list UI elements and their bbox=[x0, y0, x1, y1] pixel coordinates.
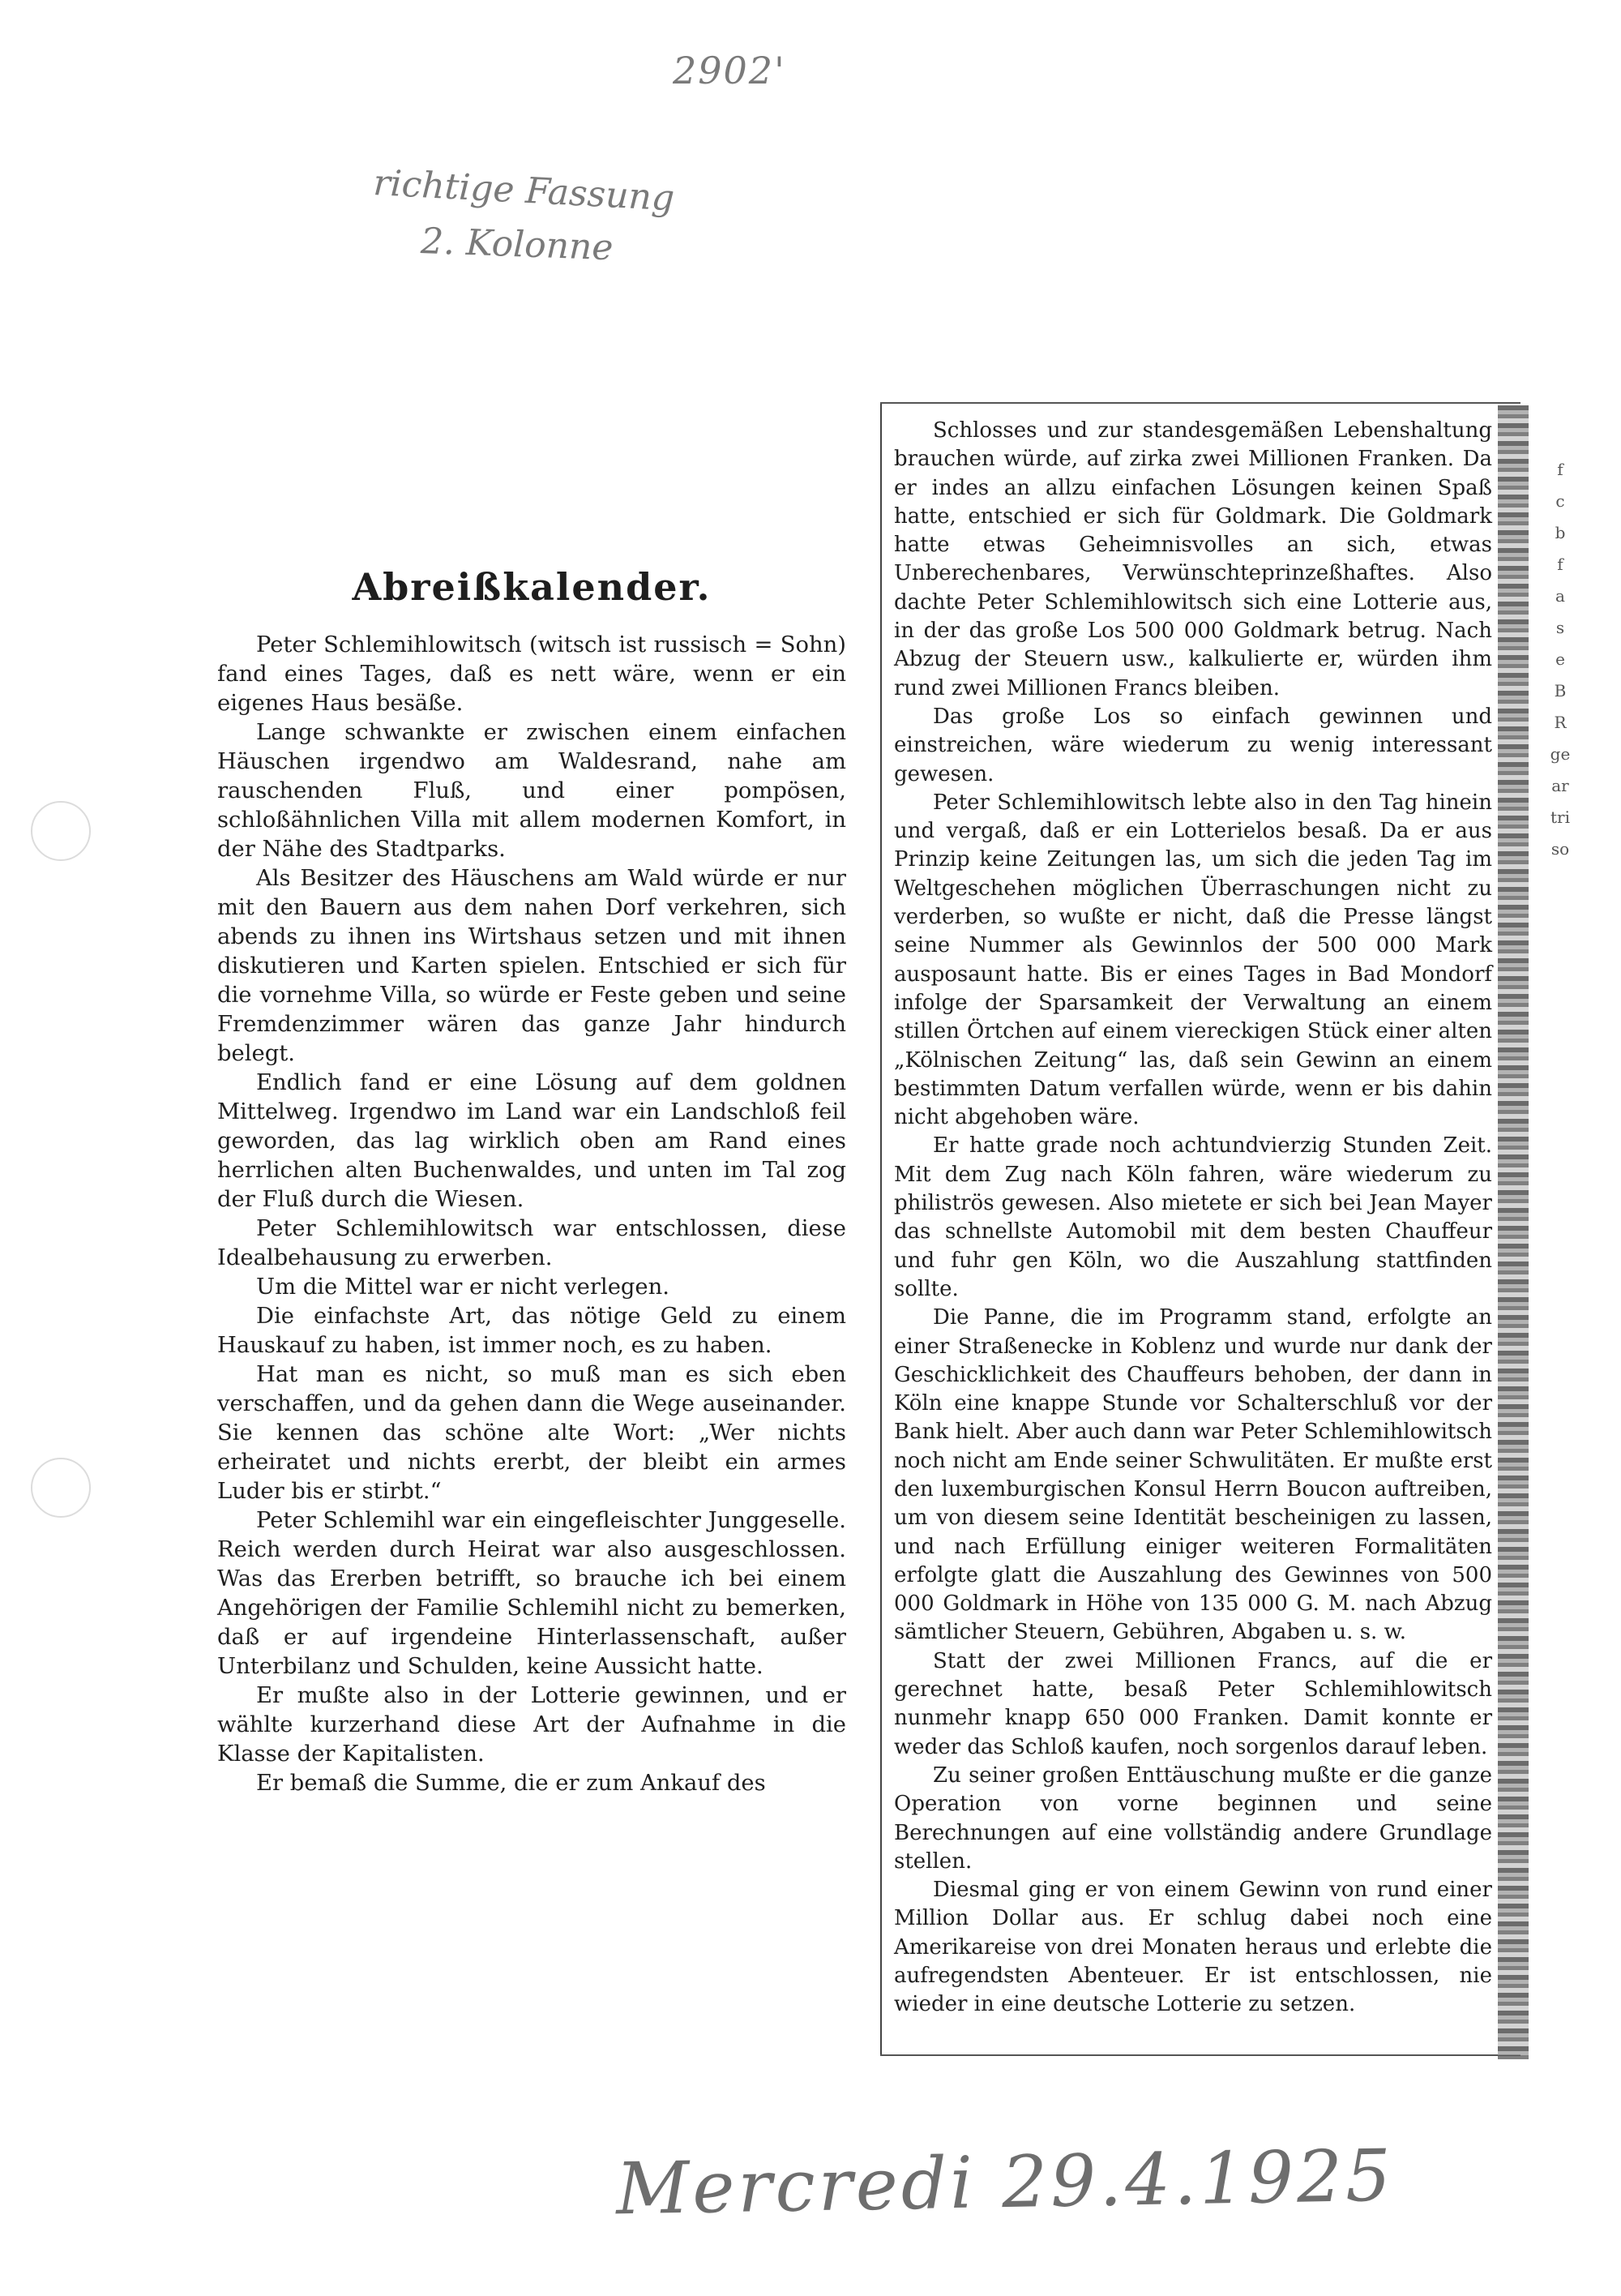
article-paragraph: Hat man es nicht, so muß man es sich eben verschaffen, und da gehen dann die Wege auseinander. Sie kennen das schöne alte Wort: „Wer nichts erheiratet und nichts ererbt, der bleibt ein armes Luder bis er stirbt.“ bbox=[217, 1362, 846, 1504]
clipping-top-border bbox=[880, 402, 1520, 404]
margin-fragment: b bbox=[1555, 523, 1566, 542]
article-paragraph: Peter Schlemihl war ein eingefleischter Junggeselle. Reich werden durch Heirat war also ausgeschlossen. Was das Ererben betrifft, so brauche ich bei einem Angehörigen der Familie Schlemihl nicht zu bemerken, daß er auf irgendeine Hinterlassenschaft, außer Unterbilanz und Schulden, keine Aussicht hatte. bbox=[217, 1508, 846, 1679]
article-paragraph: Um die Mittel war er nicht verlegen. bbox=[256, 1274, 669, 1300]
margin-fragment: so bbox=[1550, 839, 1570, 859]
margin-fragment: tri bbox=[1550, 807, 1570, 827]
handwritten-note-line-1: richtige Fassung bbox=[372, 162, 676, 220]
margin-fragment: f bbox=[1557, 555, 1563, 574]
article-paragraph: Die einfachste Art, das nötige Geld zu einem Hauskauf zu haben, ist immer noch, es zu haben. bbox=[217, 1304, 846, 1358]
clipping-left-border bbox=[880, 402, 882, 2056]
article-left-column bbox=[217, 564, 846, 1798]
article-paragraph: Statt der zwei Millionen Francs, auf die er gerechnet hatte, besaß Peter Schlemihlowitsch nunmehr knapp 650 000 Franken. Damit konnte er weder das Schloß kaufen, noch sorgenlos darauf leben. bbox=[894, 1648, 1492, 1759]
article-paragraph: Diesmal ging er von einem Gewinn von rund einer Million Dollar aus. Er schlug dabei noch eine Amerikareise von drei Monaten heraus und erlebte die aufregendsten Abenteuer. Er ist entschlossen, nie wieder in eine deutsche Lotterie zu setzen. bbox=[894, 1878, 1492, 2017]
margin-fragment: c bbox=[1555, 491, 1565, 511]
article-paragraph: Das große Los so einfach gewinnen und einstreichen, wäre wiederum zu wenig interessant gewesen. bbox=[894, 704, 1492, 786]
margin-fragment: f bbox=[1557, 460, 1563, 479]
article-paragraph: Lange schwankte er zwischen einem einfachen Häuschen irgendwo am Waldesrand, nahe am rauschenden Fluß, und einer pompösen, schloßähnlichen Villa mit allem modernen Komfort, in der Nähe des Stadtparks. bbox=[217, 720, 846, 862]
margin-fragment: s bbox=[1555, 618, 1565, 637]
margin-fragment: a bbox=[1555, 586, 1565, 606]
margin-fragment: B bbox=[1554, 681, 1567, 700]
article-paragraph: Endlich fand er eine Lösung auf dem goldnen Mittelweg. Irgendwo im Land war ein Landschloß feil geworden, das lag wirklich oben am Rand eines herrlichen alten Buchenwaldes, und unten im Tal zog der Fluß durch die Wiesen. bbox=[217, 1070, 846, 1212]
margin-fragment: ge bbox=[1550, 744, 1571, 764]
handwritten-note-line-2: 2. Kolonne bbox=[420, 221, 614, 269]
article-paragraph: Peter Schlemihlowitsch war entschlossen, diese Idealbehausung zu erwerben. bbox=[217, 1216, 846, 1270]
article-paragraph: Zu seiner großen Enttäuschung mußte er die ganze Operation von vorne beginnen und seine Berechnungen auf eine vollständig andere Grundlage stellen. bbox=[894, 1763, 1492, 1874]
article-paragraph: Er bemaß die Summe, die er zum Ankauf des bbox=[256, 1771, 766, 1796]
article-paragraph: Als Besitzer des Häuschens am Wald würde er nur mit den Bauern aus dem nahen Dorf verkehren, sich abends zu ihnen ins Wirtshaus setzen und mit ihnen diskutieren und Karten spielen. Entschied er sich für die vornehme Villa, so würde er Feste geben und seine Fremdenzimmer wären das ganze Jahr hindurch belegt. bbox=[217, 866, 846, 1066]
article-title: Abreißkalender. bbox=[352, 565, 712, 609]
clipping-bottom-border bbox=[880, 2054, 1520, 2056]
article-paragraph: Schlosses und zur standesgemäßen Lebenshaltung brauchen würde, auf zirka zwei Millionen Franken. Da er indes an allzu einfachen Lösungen keinen Spaß hatte, entschied er sich für Goldmark. Die Goldmark hatte etwas Geheimnisvolles an sich, etwas Unberechenbares, Verwünschteprinzeßhaftes. Also dachte Peter Schlemihlowitsch sich eine Lotterie aus, in der das große Los 500 000 Goldmark betrug. Nach Abzug der Steuern usw., kalkulierte er, würden ihm rund zwei Millionen Francs bleiben. bbox=[894, 418, 1492, 700]
right-paragraphs bbox=[894, 417, 1492, 2020]
margin-edge-fragments bbox=[1544, 454, 1576, 865]
article-paragraph: Peter Schlemihlowitsch lebte also in den Tag hinein und vergaß, daß er ein Lotterielos besaß. Da er aus Prinzip keine Zeitungen las, um sich die jeden Tag im Weltgeschehen möglichen Überraschungen nicht zu verderben, so wußte er nicht, daß die Presse längst seine Nummer als Gewinnlos der 500 000 Mark ausposaunt hatte. Bis er eines Tages in Bad Mondorf infolge der Sparsamkeit der Verwaltung an einem stillen Örtchen auf einem viereckigen Stück einer alten „Kölnischen Zeitung“ las, daß sein Gewinn an einem bestimmten Datum verfallen würde, wenn er bis dahin nicht abgehoben wäre. bbox=[894, 790, 1492, 1130]
article-paragraph: Die Panne, die im Programm stand, erfolgte an einer Straßenecke in Koblenz und wurde nur dank der Geschicklichkeit des Chauffeurs behoben, der dann in Köln eine knappe Stunde vor Schalterschluß vor der Bank hielt. Aber auch dann war Peter Schlemihlowitsch noch nicht am Ende seiner Schwulitäten. Er mußte erst den luxemburgischen Konsul Herrn Boucon auftreiben, um von diesem seine Identität bescheinigen zu lassen, und nach Erfüllung einiger weiteren Formalitäten erfolgte glatt die Auszahlung des Gewinnes von 500 000 Goldmark in Höhe von 135 000 G. M. nach Abzug sämtlicher Steuern, Gebühren, Abgaben u. s. w. bbox=[894, 1305, 1492, 1645]
scan-edge-bleed bbox=[1498, 405, 1529, 2059]
archive-number-annotation: 2902' bbox=[673, 49, 786, 92]
article-paragraph: Peter Schlemihlowitsch (witsch ist russisch = Sohn) fand eines Tages, daß es nett wäre, wenn er ein eigenes Haus besäße. bbox=[217, 632, 846, 716]
article-paragraph: Er mußte also in der Lotterie gewinnen, und er wählte kurzerhand diese Art der Aufnahme in die Klasse der Kapitalisten. bbox=[217, 1683, 846, 1767]
article-right-column bbox=[894, 417, 1492, 2020]
margin-fragment: R bbox=[1554, 713, 1567, 732]
handwritten-date: Mercredi 29.4.1925 bbox=[615, 2133, 1395, 2231]
left-paragraphs bbox=[217, 631, 846, 1798]
punch-hole bbox=[31, 801, 91, 861]
article-paragraph: Er hatte grade noch achtundvierzig Stunden Zeit. Mit dem Zug nach Köln fahren, wäre wiederum zu philiströs gewesen. Also mietete er sich bei Jean Mayer das schnellste Automobil mit dem besten Chauffeur und fuhr gen Köln, wo die Auszahlung stattfinden sollte. bbox=[894, 1133, 1492, 1301]
punch-hole bbox=[31, 1458, 91, 1518]
margin-fragment: ar bbox=[1551, 776, 1569, 795]
margin-fragment: e bbox=[1555, 649, 1565, 669]
